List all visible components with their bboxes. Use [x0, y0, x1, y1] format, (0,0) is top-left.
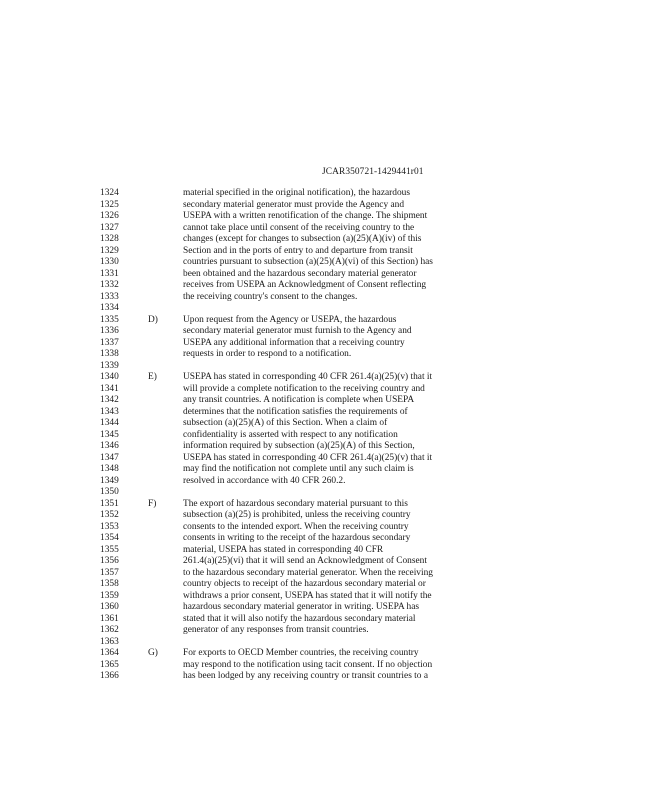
line-number: 1338 — [100, 349, 119, 359]
line-number: 1349 — [100, 475, 119, 486]
document-line — [0, 637, 671, 649]
line-number: 1364 — [100, 648, 119, 658]
subsection-marker: E) — [148, 372, 157, 382]
line-text: subsection (a)(25) is prohibited, unless the receiving country — [183, 510, 411, 520]
line-text: material specified in the original notification), the hazardous — [183, 188, 411, 198]
line-number: 1331 — [100, 268, 119, 279]
line-number: 1336 — [100, 326, 119, 336]
document-header: JCAR350721-1429441r01 — [322, 167, 424, 177]
line-number: 1335 — [100, 314, 119, 325]
line-text: been obtained and the hazardous secondary material generator — [183, 268, 417, 279]
line-text: determines that the notification satisfies the requirements of — [183, 406, 408, 417]
line-number: 1326 — [100, 211, 119, 221]
document-line — [0, 579, 671, 591]
line-number: 1337 — [100, 337, 119, 348]
line-number: 1360 — [100, 602, 119, 612]
line-number: 1355 — [100, 544, 119, 555]
line-number: 1345 — [100, 429, 119, 440]
line-number: 1325 — [100, 199, 119, 210]
line-number: 1341 — [100, 383, 119, 394]
line-number: 1324 — [100, 188, 119, 198]
document-line — [0, 292, 671, 304]
document-line — [0, 499, 671, 511]
subsection-marker: F) — [148, 498, 157, 509]
line-text: consents in writing to the receipt of the hazardous secondary — [183, 533, 411, 543]
document-line — [0, 188, 671, 200]
line-text: the receiving country's consent to the changes. — [183, 291, 358, 302]
document-line — [0, 625, 671, 637]
document-line — [0, 211, 671, 223]
line-number: 1327 — [100, 222, 119, 233]
line-text: USEPA has stated in corresponding 40 CFR 261.4(a)(25)(v) that it — [183, 452, 433, 463]
line-text: subsection (a)(25)(A) of this Section. When a claim of — [183, 418, 388, 428]
line-number: 1353 — [100, 521, 119, 532]
document-line — [0, 338, 671, 350]
line-text: For exports to OECD Member countries, the receiving country — [183, 648, 419, 658]
line-text: confidentiality is asserted with respect to any notification — [183, 429, 398, 440]
line-number: 1356 — [100, 556, 119, 566]
document-body — [0, 188, 671, 683]
line-number: 1361 — [100, 613, 119, 624]
document-line — [0, 453, 671, 465]
line-number: 1352 — [100, 510, 119, 520]
document-line — [0, 510, 671, 522]
line-number: 1358 — [100, 579, 119, 589]
line-text: Upon request from the Agency or USEPA, the hazardous — [183, 314, 397, 325]
line-text: may find the notification not complete until any such claim is — [183, 464, 414, 474]
document-line — [0, 223, 671, 235]
line-text: generator of any responses from transit countries. — [183, 625, 369, 635]
line-text: changes (except for changes to subsection (a)(25)(A)(iv) of this — [183, 234, 422, 244]
line-text: material, USEPA has stated in corresponding 40 CFR — [183, 544, 384, 555]
document-line — [0, 464, 671, 476]
line-number: 1333 — [100, 291, 119, 302]
document-line — [0, 591, 671, 603]
document-line — [0, 430, 671, 442]
document-line — [0, 487, 671, 499]
line-text: has been lodged by any receiving country or transit countries to a — [183, 671, 428, 681]
document-line — [0, 556, 671, 568]
line-text: withdraws a prior consent, USEPA has stated that it will notify the — [183, 590, 432, 601]
line-text: 261.4(a)(25)(vi) that it will send an Acknowledgment of Consent — [183, 556, 427, 566]
line-text: consents to the intended export. When the receiving country — [183, 521, 409, 532]
document-line — [0, 568, 671, 580]
line-number: 1351 — [100, 498, 119, 509]
document-line — [0, 418, 671, 430]
line-text: countries pursuant to subsection (a)(25)(A)(vi) of this Section) has — [183, 257, 433, 267]
line-number: 1357 — [100, 567, 119, 578]
document-line — [0, 269, 671, 281]
line-number: 1354 — [100, 533, 119, 543]
line-text: stated that it will also notify the hazardous secondary material — [183, 613, 416, 624]
line-number: 1342 — [100, 395, 119, 405]
line-text: requests in order to respond to a notification. — [183, 349, 352, 359]
line-number: 1359 — [100, 590, 119, 601]
line-text: USEPA has stated in corresponding 40 CFR 261.4(a)(25)(v) that it — [183, 372, 433, 382]
document-line — [0, 476, 671, 488]
line-text: The export of hazardous secondary material pursuant to this — [183, 498, 408, 509]
line-text: to the hazardous secondary material generator. When the receiving — [183, 567, 433, 578]
subsection-marker: G) — [148, 648, 158, 658]
document-line — [0, 384, 671, 396]
line-number: 1348 — [100, 464, 119, 474]
line-number: 1339 — [100, 360, 119, 371]
document-line — [0, 234, 671, 246]
document-line — [0, 200, 671, 212]
line-number: 1343 — [100, 406, 119, 417]
line-number: 1344 — [100, 418, 119, 428]
line-number: 1340 — [100, 372, 119, 382]
line-text: hazardous secondary material generator in writing. USEPA has — [183, 602, 420, 612]
line-text: any transit countries. A notification is complete when USEPA — [183, 395, 415, 405]
subsection-marker: D) — [148, 314, 158, 325]
document-line — [0, 372, 671, 384]
document-line — [0, 257, 671, 269]
line-number: 1330 — [100, 257, 119, 267]
document-line — [0, 522, 671, 534]
line-text: cannot take place until consent of the receiving country to the — [183, 222, 415, 233]
document-line — [0, 648, 671, 660]
document-line — [0, 303, 671, 315]
line-number: 1329 — [100, 245, 119, 256]
line-text: USEPA any additional information that a receiving country — [183, 337, 405, 348]
document-line — [0, 545, 671, 557]
line-number: 1346 — [100, 441, 119, 451]
line-text: receives from USEPA an Acknowledgment of Consent reflecting — [183, 280, 427, 290]
document-line — [0, 407, 671, 419]
line-text: secondary material generator must furnish to the Agency and — [183, 326, 412, 336]
document-line — [0, 246, 671, 258]
document-line — [0, 602, 671, 614]
document-line — [0, 315, 671, 327]
document-line — [0, 280, 671, 292]
document-line — [0, 441, 671, 453]
line-number: 1350 — [100, 487, 119, 497]
line-number: 1332 — [100, 280, 119, 290]
line-number: 1363 — [100, 636, 119, 647]
line-text: secondary material generator must provide the Agency and — [183, 199, 405, 210]
line-number: 1366 — [100, 671, 119, 681]
document-line — [0, 349, 671, 361]
document-line — [0, 671, 671, 683]
line-number: 1362 — [100, 625, 119, 635]
line-number: 1365 — [100, 659, 119, 670]
line-text: resolved in accordance with 40 CFR 260.2. — [183, 475, 346, 486]
line-text: Section and in the ports of entry to and departure from transit — [183, 245, 413, 256]
line-text: will provide a complete notification to the receiving country and — [183, 383, 425, 394]
document-line — [0, 326, 671, 338]
line-number: 1334 — [100, 303, 119, 313]
document-line — [0, 533, 671, 545]
line-number: 1347 — [100, 452, 119, 463]
document-line — [0, 660, 671, 672]
document-line — [0, 361, 671, 373]
line-text: country objects to receipt of the hazardous secondary material or — [183, 579, 426, 589]
document-line — [0, 614, 671, 626]
line-text: USEPA with a written renotification of the change. The shipment — [183, 211, 428, 221]
line-text: may respond to the notification using tacit consent. If no objection — [183, 659, 433, 670]
document-line — [0, 395, 671, 407]
line-number: 1328 — [100, 234, 119, 244]
line-text: information required by subsection (a)(25)(A) of this Section, — [183, 441, 415, 451]
